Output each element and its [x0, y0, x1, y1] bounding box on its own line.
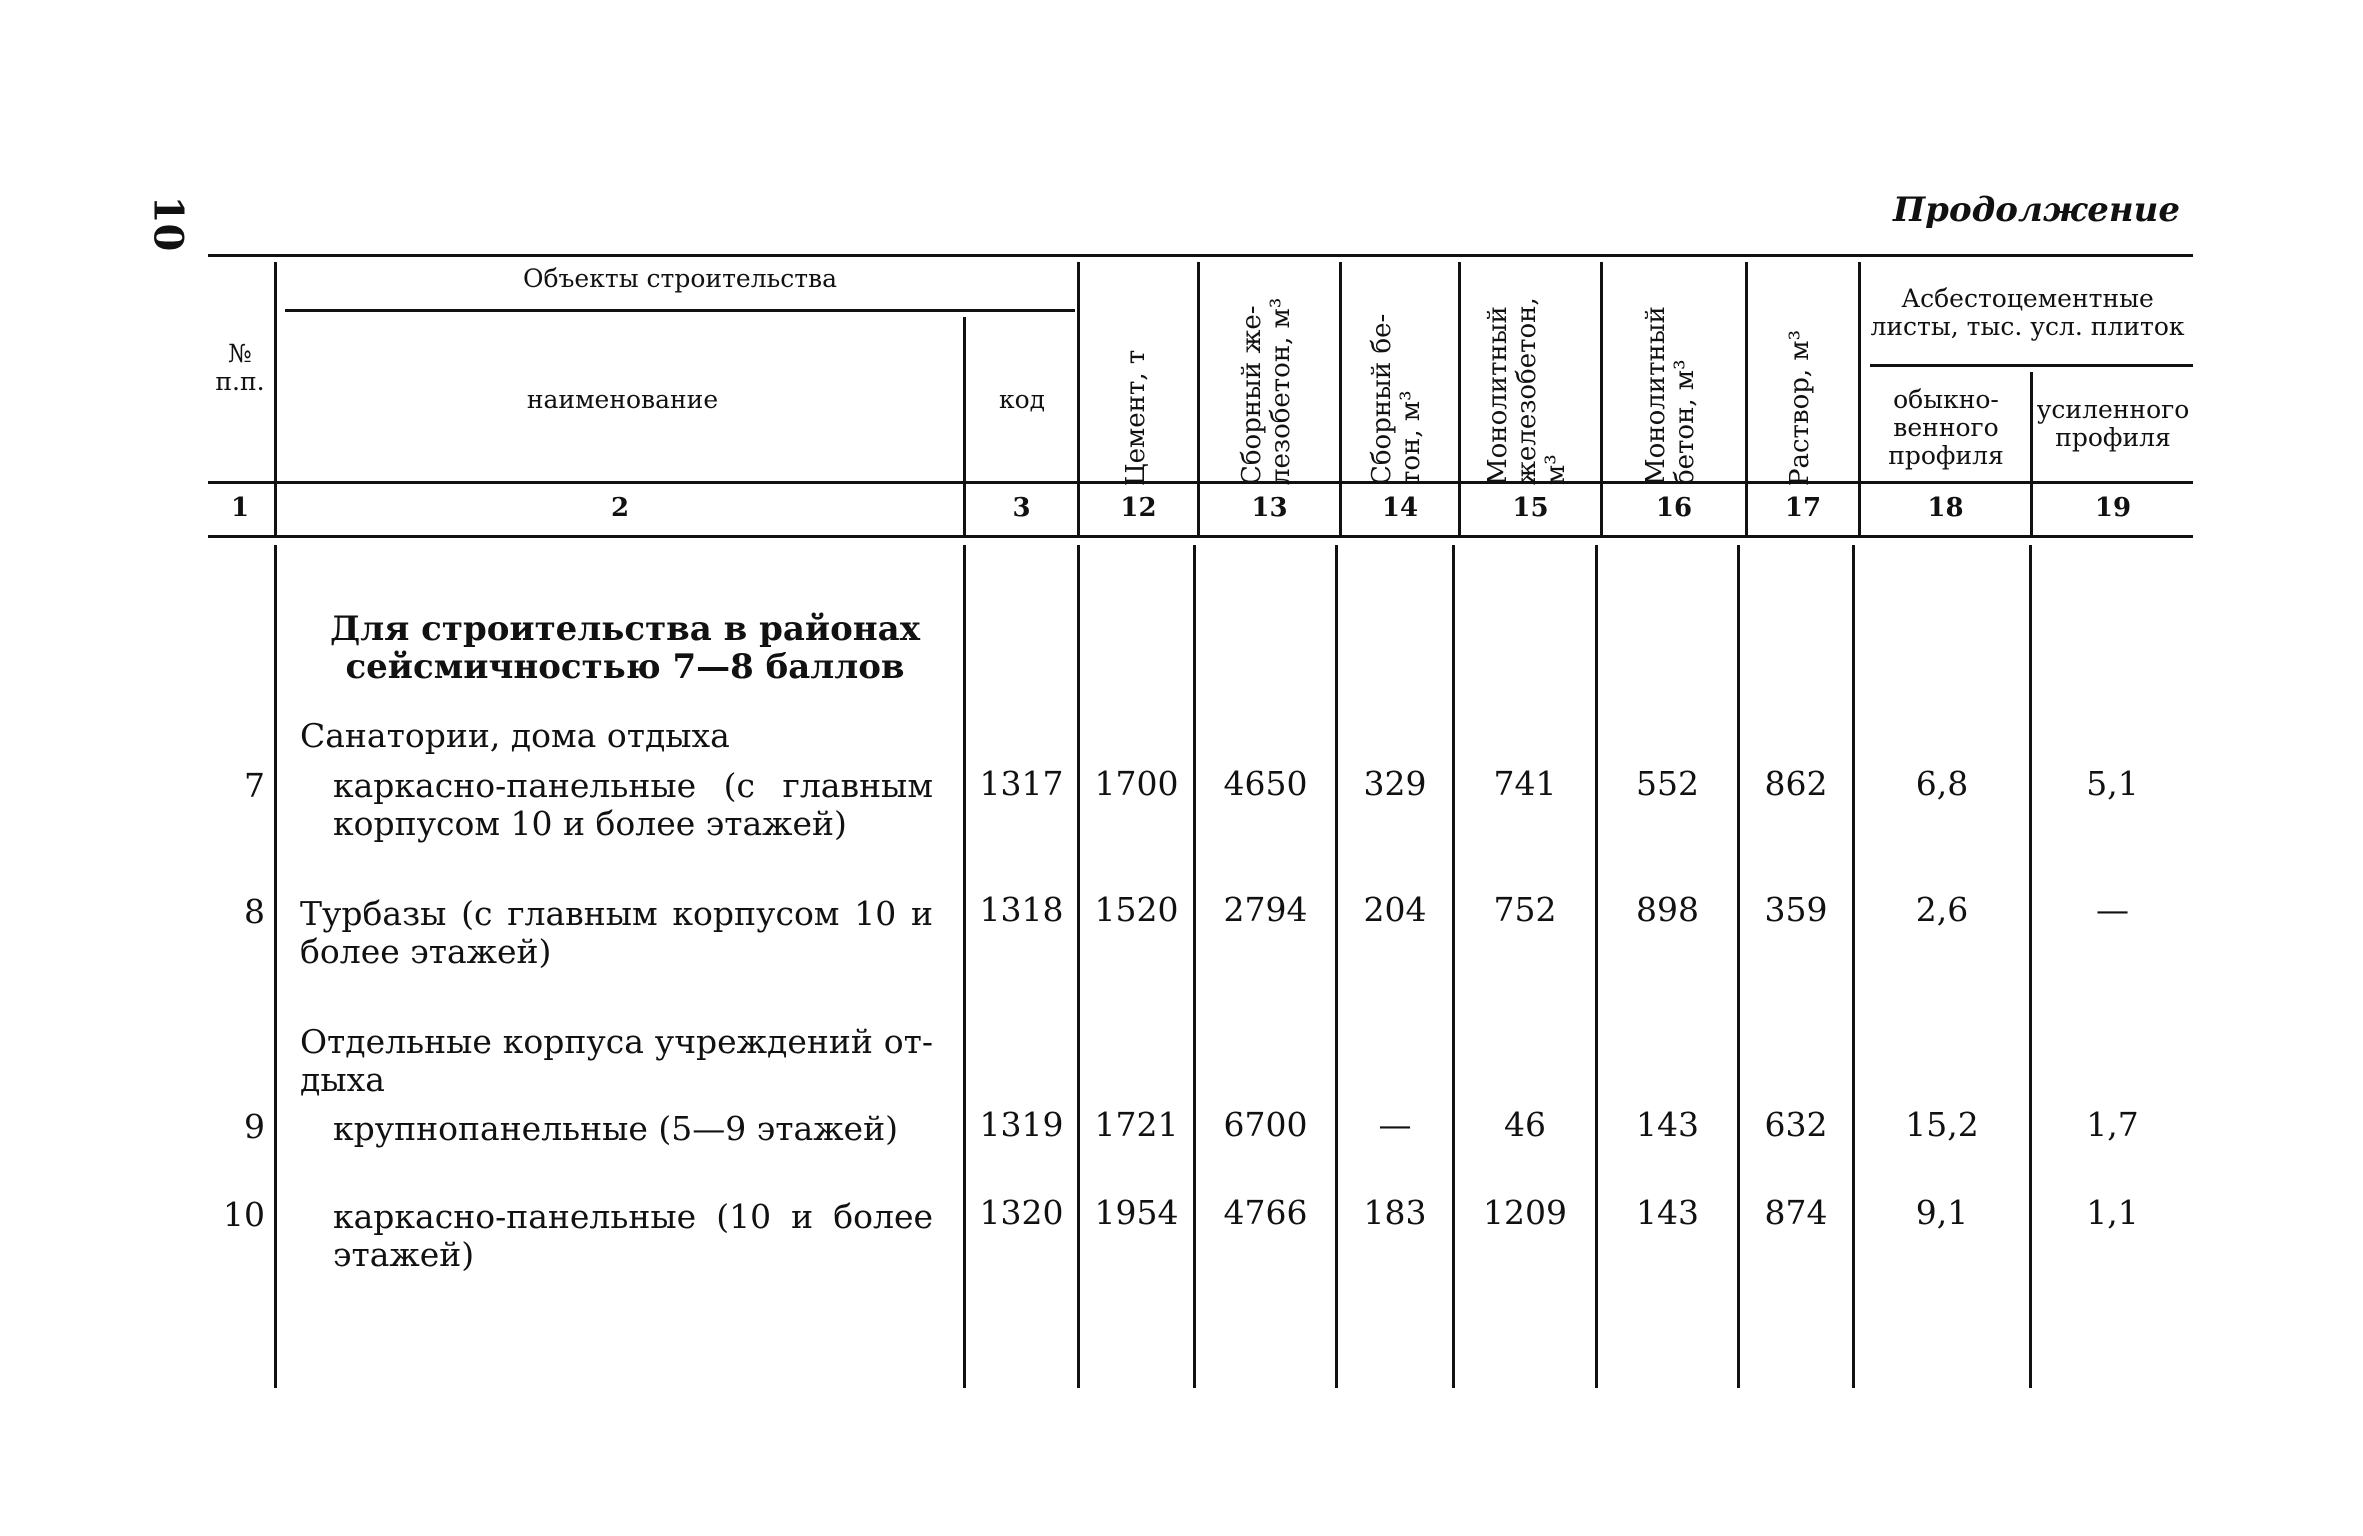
objects-group-rule: [285, 309, 1075, 312]
row-value: 1721: [1094, 1105, 1179, 1144]
header-mortar: Раствор, м³: [1785, 329, 1815, 486]
col-number: 17: [1784, 493, 1822, 523]
row-value: 2794: [1223, 890, 1308, 929]
section-title-line: Для строительства в районах: [330, 609, 920, 649]
row-value: 552: [1636, 764, 1699, 803]
row-name: крупнопанельные (5—9 этажей): [333, 1109, 898, 1148]
row-value: 9,1: [1915, 1193, 1969, 1232]
header-line: обыкно-: [1893, 385, 1999, 414]
body-divider: [1452, 545, 1455, 1388]
header-monolithic-rc: [1484, 255, 1574, 485]
col-number: 16: [1655, 493, 1693, 523]
row-value: 862: [1764, 764, 1828, 803]
row-name: каркасно-панельные (10 и более этажей): [333, 1197, 933, 1274]
row-value: 4650: [1223, 764, 1308, 803]
header-line: листы, тыс. усл. плиток: [1870, 312, 2185, 341]
col-number: 19: [2094, 493, 2132, 523]
header-line: профиля: [1888, 441, 2004, 470]
body-divider: [274, 545, 277, 1388]
row-value: 183: [1363, 1193, 1427, 1232]
header-line: лезобетон, м³: [1266, 297, 1296, 485]
row-value: 874: [1764, 1193, 1828, 1232]
row-value: 752: [1493, 890, 1557, 929]
row-value: 2,6: [1915, 890, 1969, 929]
body-divider: [963, 545, 966, 1388]
row-value: 143: [1636, 1193, 1699, 1232]
header-cement: Цемент, т: [1121, 349, 1151, 486]
header-line: венного: [1893, 413, 1999, 442]
header-precast-rc: [1238, 255, 1298, 485]
header-line: тон, м³: [1396, 390, 1426, 485]
body-divider: [1595, 545, 1598, 1388]
col-number: 15: [1512, 493, 1549, 523]
col-number: 13: [1251, 493, 1288, 523]
row-number: 7: [244, 766, 265, 805]
row-name: каркасно-панельные (с главным корпусом 10 и более этажей): [333, 766, 933, 843]
header-objects-group: Объекты строительства: [522, 264, 838, 293]
col-number: 3: [1012, 493, 1031, 523]
body-divider: [1193, 545, 1196, 1388]
header-code: код: [998, 385, 1046, 414]
row-code: 1317: [979, 764, 1064, 803]
row-number: 9: [244, 1107, 265, 1146]
row-value: 1520: [1094, 890, 1179, 929]
group-heading: Отдельные корпуса учреждений от-дыха: [300, 1022, 933, 1099]
row-code: 1318: [979, 890, 1064, 929]
group-heading: Санатории, дома отдыха: [300, 716, 730, 755]
row-value: 46: [1504, 1105, 1546, 1144]
header-no: [205, 340, 275, 396]
row-name: Турбазы (с главным корпусом 10 и более этажей): [300, 894, 933, 971]
row-value: 1,7: [2086, 1105, 2139, 1144]
header-line: Асбестоцементные: [1901, 284, 2154, 313]
row-number: 8: [244, 892, 265, 931]
header-reinforced-profile: [2033, 396, 2193, 452]
row-code: 1319: [979, 1105, 1064, 1144]
header-no-line: №: [228, 339, 252, 368]
continuation-label: Продолжение: [1893, 190, 2180, 230]
row-value: —: [2096, 890, 2129, 929]
header-line: Монолитный: [1483, 306, 1513, 485]
section-title: [290, 610, 960, 686]
row-number: 10: [223, 1195, 265, 1234]
header-name: наименование: [526, 385, 719, 414]
row-value: 1700: [1094, 764, 1179, 803]
col-number: 12: [1120, 493, 1157, 523]
row-value: 143: [1636, 1105, 1699, 1144]
row-value: 5,1: [2086, 764, 2139, 803]
header-no-line: п.п.: [215, 367, 265, 396]
header-line: усиленного: [2036, 395, 2190, 424]
header-line: Сборный бе-: [1367, 313, 1397, 485]
body-divider: [2029, 545, 2032, 1388]
row-value: 329: [1363, 764, 1427, 803]
row-code: 1320: [979, 1193, 1064, 1232]
header-line: Сборный же-: [1237, 305, 1267, 485]
column-number-rule-bottom: [208, 535, 2193, 538]
col-number: 14: [1381, 493, 1419, 523]
header-monolithic-concrete: [1642, 255, 1702, 485]
col-number: 1: [230, 493, 250, 523]
page-number: 10: [144, 195, 192, 252]
header-precast-concrete: [1368, 255, 1428, 485]
column-number-rule-top: [208, 481, 2193, 484]
row-value: 632: [1764, 1105, 1828, 1144]
col-number: 18: [1927, 493, 1964, 523]
row-value: 741: [1493, 764, 1557, 803]
asbestos-group-rule: [1870, 364, 2193, 367]
row-value: 204: [1363, 890, 1427, 929]
row-value: 15,2: [1905, 1105, 1979, 1144]
body-divider: [1737, 545, 1740, 1388]
header-ordinary-profile: [1862, 386, 2030, 470]
row-value: 4766: [1223, 1193, 1308, 1232]
body-divider: [1077, 545, 1080, 1388]
row-value: 359: [1764, 890, 1828, 929]
header-line: м³: [1541, 454, 1571, 485]
header-line: железобетон,: [1512, 297, 1542, 485]
header-line: профиля: [2055, 423, 2171, 452]
header-asbestos-group: [1860, 285, 2195, 341]
row-value: 1209: [1483, 1193, 1567, 1232]
row-value: 1954: [1094, 1193, 1179, 1232]
row-value: —: [1378, 1105, 1412, 1144]
row-value: 6,8: [1915, 764, 1969, 803]
body-divider: [1335, 545, 1338, 1388]
header-line: Монолитный: [1641, 306, 1671, 485]
header-line: бетон, м³: [1670, 359, 1700, 485]
body-divider: [1852, 545, 1855, 1388]
row-value: 1,1: [2086, 1193, 2139, 1232]
section-title-line: сейсмичностью 7—8 баллов: [345, 647, 905, 687]
row-value: 898: [1636, 890, 1699, 929]
row-value: 6700: [1223, 1105, 1308, 1144]
col-number: 2: [610, 493, 630, 523]
table-top-rule: [208, 254, 2193, 257]
